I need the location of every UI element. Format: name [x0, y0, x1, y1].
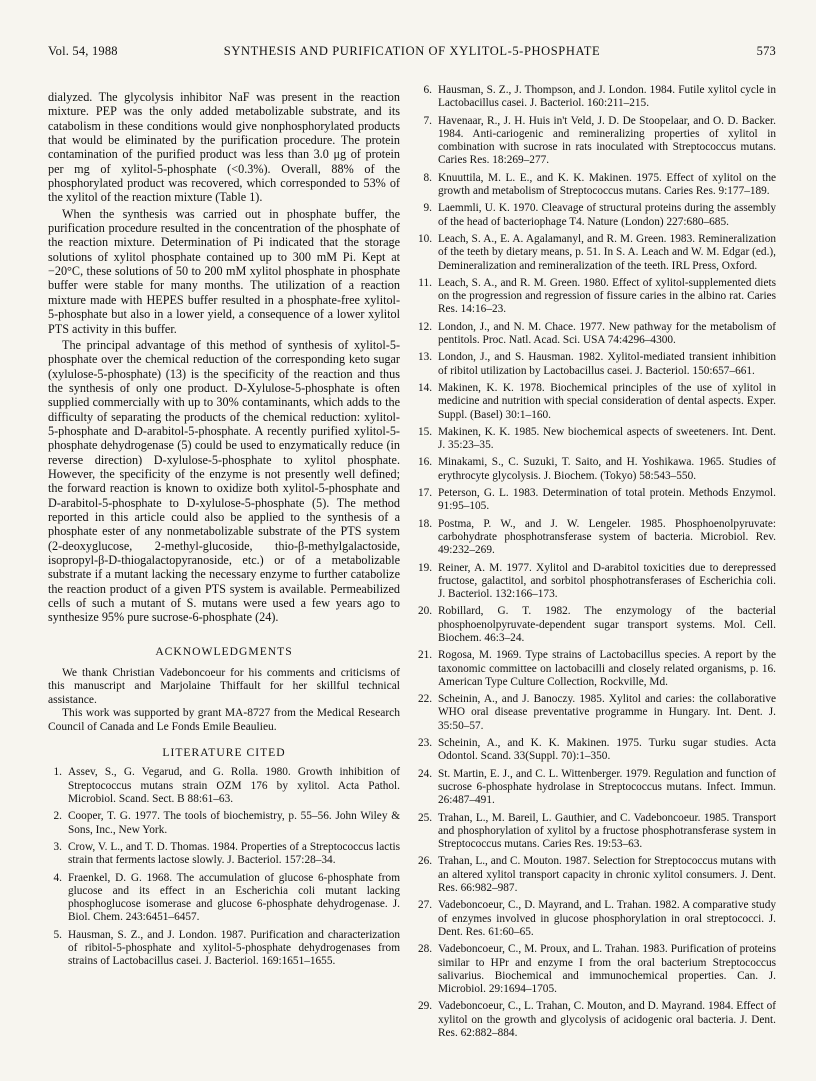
reference-text: Vadeboncoeur, C., L. Trahan, C. Mouton, and D. Mayrand. 1984. Effect of xylitol on the growth and glycolysis of acidogenic oral bacteria. J. Dent. Res. 62:882–884. [438, 1000, 776, 1039]
acknowledgment-paragraph: We thank Christian Vadeboncoeur for his comments and criticisms of this manuscript and Marjolaine Thiffault for her skillful technical assistance. [48, 667, 400, 706]
reference-number: 15. [418, 425, 433, 438]
reference-item [418, 737, 776, 764]
reference-number: 23. [418, 737, 433, 750]
reference-item [48, 766, 400, 806]
reference-text: Vadeboncoeur, C., D. Mayrand, and L. Trahan. 1982. A comparative study of enzymes involved in glucose phosphorylation in oral streptococci. J. Dent. Res. 61:60–65. [438, 899, 776, 938]
reference-number: 25. [418, 811, 433, 824]
reference-number: 6. [423, 84, 432, 96]
reference-item [418, 693, 776, 733]
reference-text: London, J., and N. M. Chace. 1977. New pathway for the metabolism of pentitols. Proc. Natl. Acad. Sci. USA 74:4296–4300. [438, 320, 776, 347]
reference-text: Leach, S. A., E. A. Agalamanyl, and R. M. Green. 1983. Remineralization of the teeth by dietary means, p. 51. In S. A. Leach and W. M. Edgar (ed.), Demineralization and remineralization of the teeth. IRL Press, Oxford. [438, 232, 776, 272]
reference-number: 4. [53, 871, 62, 884]
reference-text: Rogosa, M. 1969. Type strains of Lactobacillus species. A report by the taxonomic committee on lactobacilli and closely related organisms, p. 16. American Type Culture Collection, Rockville, Md. [438, 649, 776, 688]
reference-number: 21. [418, 649, 433, 662]
reference-text: Trahan, L., and C. Mouton. 1987. Selection for Streptococcus mutans with an altered xylitol transport capacity in chronic xylitol consumers. J. Dent. Res. 66:982–987. [438, 855, 776, 895]
reference-number: 1. [53, 766, 62, 779]
reference-number: 28. [418, 943, 433, 956]
reference-number: 9. [423, 202, 432, 215]
reference-item [48, 810, 400, 837]
reference-text: Postma, P. W., and J. W. Lengeler. 1985. Phosphoenolpyruvate: carbohydrate phosphotransferase system of bacteria. Microbiol. Rev. 49:232–269. [438, 517, 776, 557]
reference-number: 10. [418, 232, 433, 245]
reference-item [418, 456, 776, 483]
reference-item [418, 84, 776, 111]
reference-number: 29. [418, 1000, 433, 1013]
reference-item [418, 321, 776, 348]
reference-item [418, 351, 776, 378]
reference-text: Robillard, G. T. 1982. The enzymology of the bacterial phosphoenolpyruvate-dependent sugar transport systems. Mol. Cell. Biochem. 46:3–24. [438, 605, 776, 644]
reference-text: Hausman, S. Z., J. Thompson, and J. London. 1984. Futile xylitol cycle in Lactobacillus casei. J. Bacteriol. 160:211–215. [438, 84, 776, 110]
reference-item [418, 115, 776, 168]
reference-item [418, 649, 776, 689]
reference-text: Makinen, K. K. 1978. Biochemical principles of the use of xylitol in medicine and nutrition with special consideration of dental aspects. Exper. Suppl. (Basel) 30:1–160. [438, 381, 776, 421]
reference-item [418, 943, 776, 996]
reference-text: Makinen, K. K. 1985. New biochemical aspects of sweeteners. Int. Dent. J. 35:23–35. [438, 425, 776, 452]
left-column [48, 90, 400, 973]
reference-list-left [48, 766, 400, 968]
reference-item [418, 382, 776, 422]
reference-text: Minakami, S., C. Suzuki, T. Saito, and H. Yoshikawa. 1965. Studies of erythrocyte glycolysis. J. Biochem. (Tokyo) 58:543–550. [438, 456, 776, 482]
reference-number: 26. [418, 855, 433, 868]
reference-text: Assev, S., G. Vegarud, and G. Rolla. 1980. Growth inhibition of Streptococcus mutans strain OZM 176 by xylitol. Acta Pathol. Microbiol. Scand. Sect. B 88:61–63. [68, 766, 400, 806]
reference-item [418, 768, 776, 808]
reference-item [48, 929, 400, 969]
reference-item [418, 233, 776, 273]
reference-text: Laemmli, U. K. 1970. Cleavage of structural proteins during the assembly of the head of bacteriophage T4. Nature (London) 227:680–685. [438, 202, 776, 228]
reference-number: 8. [423, 171, 432, 184]
acknowledgments-heading: ACKNOWLEDGMENTS [155, 644, 293, 658]
reference-item [418, 605, 776, 645]
reference-item [418, 899, 776, 939]
reference-item [418, 1000, 776, 1040]
reference-number: 11. [418, 276, 432, 289]
reference-item [418, 562, 776, 602]
acknowledgment-paragraph: This work was supported by grant MA-8727 from the Medical Research Council of Canada and Le Fonds Emile Beaulieu. [48, 707, 400, 733]
reference-item [418, 277, 776, 317]
reference-text: Cooper, T. G. 1977. The tools of biochemistry, p. 55–56. John Wiley & Sons, Inc., New York. [68, 810, 400, 836]
reference-number: 3. [53, 840, 62, 853]
reference-text: Leach, S. A., and R. M. Green. 1980. Effect of xylitol-supplemented diets on the progression and regression of fissure caries in the albino rat. Caries Res. 14:16–23. [438, 276, 776, 316]
reference-text: St. Martin, E. J., and C. L. Wittenberger. 1979. Regulation and function of sucrose 6-phosphate hydrolase in Streptococcus mutans. Infect. Immun. 26:487–491. [438, 767, 776, 807]
reference-item [48, 841, 400, 868]
page-number: 573 [756, 44, 776, 58]
reference-item [418, 202, 776, 229]
literature-cited-heading: LITERATURE CITED [162, 746, 286, 760]
reference-number: 18. [418, 517, 433, 530]
reference-text: Trahan, L., M. Bareil, L. Gauthier, and C. Vadeboncoeur. 1985. Transport and phosphorylation of xylitol by a fructose phosphotransferase system in Streptococcus mutans. Caries Res. 19:53–63. [438, 811, 776, 851]
reference-number: 20. [418, 605, 433, 618]
reference-text: Havenaar, R., J. H. Huis in't Veld, J. D. De Stoopelaar, and O. D. Backer. 1984. Anti-cariogenic and remineralizing properties of xylitol in combination with sucrose in rats inoculated with Streptococcus mutans. Caries Res. 18:269–277. [438, 114, 776, 167]
reference-text: London, J., and S. Hausman. 1982. Xylitol-mediated transient inhibition of ribitol utilization by Lactobacillus casei. J. Bacteriol. 150:657–661. [438, 351, 776, 377]
reference-number: 24. [418, 767, 433, 780]
reference-number: 12. [418, 320, 433, 333]
reference-number: 19. [418, 561, 433, 574]
reference-number: 7. [423, 114, 432, 127]
reference-text: Peterson, G. L. 1983. Determination of total protein. Methods Enzymol. 91:95–105. [438, 487, 776, 513]
reference-number: 22. [418, 693, 433, 706]
reference-item [418, 487, 776, 514]
reference-text: Scheinin, A., and K. K. Makinen. 1975. Turku sugar studies. Acta Odontol. Scand. 33(Suppl. 70):1–350. [438, 737, 776, 763]
reference-text: Vadeboncoeur, C., M. Proux, and L. Trahan. 1983. Purification of proteins similar to HPr and enzyme I from the oral bacterium Streptococcus salivarius. Biochemical and immunochemical properties. Can. J. Microbiol. 29:1694–1705. [438, 943, 776, 996]
reference-number: 5. [53, 928, 62, 941]
reference-text: Reiner, A. M. 1977. Xylitol and D-arabitol toxicities due to derepressed fructose, galactitol, and sorbitol phosphotransferases of Escherichia coli. J. Bacteriol. 132:166–173. [438, 561, 776, 601]
reference-number: 14. [418, 381, 433, 394]
reference-item [48, 872, 400, 925]
reference-item [418, 518, 776, 558]
reference-item [418, 855, 776, 895]
right-column [418, 84, 776, 1044]
reference-number: 2. [53, 810, 62, 823]
reference-number: 17. [418, 487, 433, 500]
reference-list-right [418, 84, 776, 1040]
body-paragraph: dialyzed. The glycolysis inhibitor NaF was present in the reaction mixture. PEP was the only added metabolizable substrate, and its catabolism in these conditions would give nonphosphorylated products that would be eliminated by the purification procedure. The protein contamination of the purified product was less than 3.0 μg of protein per mg of xylitol-5-phosphate (<0.3%). Overall, 88% of the phosphorylated product was recovered, which corresponded to 53% of the xylitol of the reaction mixture (Table 1). [48, 90, 400, 205]
running-title: SYNTHESIS AND PURIFICATION OF XYLITOL-5-PHOSPHATE [223, 44, 601, 58]
reference-text: Crow, V. L., and T. D. Thomas. 1984. Properties of a Streptococcus lactis strain that ferments lactose slowly. J. Bacteriol. 157:28–34. [68, 840, 400, 867]
reference-item [418, 172, 776, 199]
reference-number: 27. [418, 899, 433, 912]
running-header [48, 44, 776, 64]
reference-item [418, 812, 776, 852]
body-paragraph: When the synthesis was carried out in phosphate buffer, the purification procedure resulted in the concentration of the phosphate of the reaction mixture. Determination of Pi indicated that the storage solutions of xylitol phosphate contained up to 300 mM Pi. Kept at −20°C, these solutions of 50 to 200 mM xylitol phosphate in phosphate buffer were stable for many months. The utilization of a reaction mixture made with HEPES buffer resulted in a phosphate-free xylitol-5-phosphate but also in a lower yield, a consequence of a lower xylitol PTS activity in this buffer. [48, 206, 400, 336]
reference-text: Hausman, S. Z., and J. London. 1987. Purification and characterization of ribitol-5-phosphate and xylitol-5-phosphate dehydrogenases from strains of Lactobacillus casei. J. Bacteriol. 169:1651–1655. [68, 928, 400, 968]
reference-text: Fraenkel, D. G. 1968. The accumulation of glucose 6-phosphate from glucose and its effect in an Escherichia coli mutant lacking phosphoglucose isomerase and glucose 6-phosphate dehydrogenase. J. Biol. Chem. 243:6451–6457. [68, 871, 400, 924]
reference-text: Knuuttila, M. L. E., and K. K. Makinen. 1975. Effect of xylitol on the growth and metabolism of Streptococcus mutans. Caries Res. 9:177–189. [438, 171, 776, 198]
volume-label: Vol. 54, 1988 [48, 44, 118, 58]
reference-text: Scheinin, A., and J. Banoczy. 1985. Xylitol and caries: the collaborative WHO oral disease preventative programme in Hungary. Int. Dent. J. 35:50–57. [438, 693, 776, 732]
reference-number: 13. [418, 351, 433, 364]
reference-number: 16. [418, 456, 433, 469]
reference-item [418, 426, 776, 453]
body-paragraph: The principal advantage of this method of synthesis of xylitol-5-phosphate over the chemical reduction of the corresponding keto sugar (xylulose-5-phosphate) (13) is the specificity of the reaction and thus the synthesis of only one product. D-Xylulose-5-phosphate is often supplied commercially with up to 30% contaminants, which adds to the difficulty of separating the products of the chemical reduction: xylitol-5-phosphate and D-arabitol-5-phosphate. A recently purified xylitol-5-phosphate dehydrogenase (5) could be used to enzymatically reduce (in reverse direction) D-xylulose-5-phosphate to xylitol phosphate. However, the specificity of the enzyme is not presently well defined; the forward reaction is known to oxidize both xylitol-5-phosphate and D-arabitol-5-phosphate to D-xylulose-5-phosphate (5). The method reported in this article could also be applied to the synthesis of a phosphate ester of any nonmetabolizable substrate of the PTS system (2-deoxyglucose, 2-methyl-glucoside, thio-β-methylgalactoside, isopropyl-β-D-thiogalactopyranoside, etc.) or of a metabolizable substrate if a mutant lacking the necessary enzyme to further catabolize the reaction product of a given PTS system is available. Permeabilized cells of such a mutant of S. mutans were used a few years ago to synthesize 95% pure sucrose-6-phosphate (24). [48, 337, 400, 625]
